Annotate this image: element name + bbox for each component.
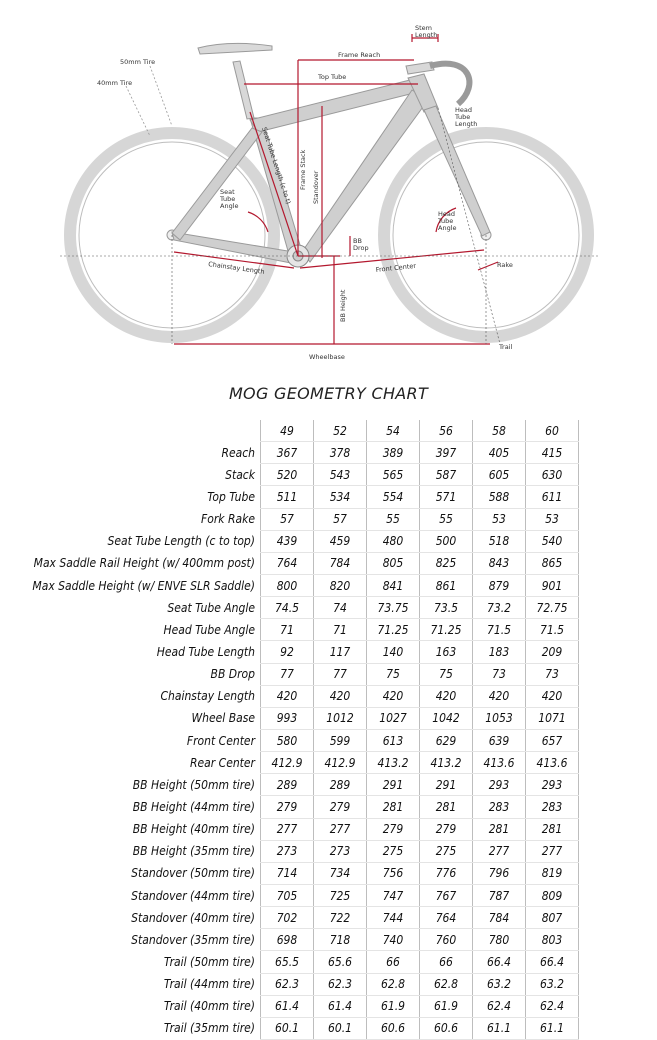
- table-cell: 61.9: [367, 995, 420, 1017]
- table-cell: 293: [473, 774, 526, 796]
- table-cell: 71.25: [367, 619, 420, 641]
- table-cell: 819: [526, 862, 579, 884]
- table-cell: 92: [261, 641, 314, 663]
- table-cell: 77: [314, 663, 367, 685]
- row-label: BB Height (50mm tire): [132, 777, 255, 792]
- table-row: [4, 707, 579, 729]
- row-label: Trail (35mm tire): [163, 1021, 255, 1036]
- table-cell: 413.6: [473, 752, 526, 774]
- table-cell: 787: [473, 884, 526, 906]
- table-cell: 66.4: [473, 951, 526, 973]
- table-cell: 420: [367, 685, 420, 707]
- table-cell: 273: [314, 840, 367, 862]
- row-label: Wheel Base: [191, 711, 255, 726]
- table-cell: 639: [473, 729, 526, 751]
- table-cell: 291: [367, 774, 420, 796]
- label-frame-stack: Frame Stack: [299, 149, 307, 190]
- table-cell: 281: [367, 796, 420, 818]
- table-row: [4, 685, 579, 707]
- table-cell: 55: [367, 508, 420, 530]
- table-cell: 767: [420, 884, 473, 906]
- table-cell: 281: [420, 796, 473, 818]
- table-cell: 415: [526, 442, 579, 464]
- table-cell: 1042: [420, 707, 473, 729]
- table-cell: 71: [314, 619, 367, 641]
- table-cell: 65.5: [261, 951, 314, 973]
- table-cell: 413.2: [367, 752, 420, 774]
- table-cell: 62.4: [473, 995, 526, 1017]
- table-cell: 605: [473, 464, 526, 486]
- size-header: 49: [261, 420, 314, 442]
- table-row: [4, 552, 579, 574]
- table-cell: 277: [473, 840, 526, 862]
- table-row: [4, 951, 579, 973]
- size-header: 60: [526, 420, 579, 442]
- table-cell: 571: [420, 486, 473, 508]
- table-cell: 629: [420, 729, 473, 751]
- table-cell: 599: [314, 729, 367, 751]
- label-bb-drop: BB Drop: [353, 237, 369, 252]
- table-cell: 60.1: [314, 1017, 367, 1039]
- geometry-table: [4, 420, 579, 1040]
- table-cell: 796: [473, 862, 526, 884]
- row-label: Trail (40mm tire): [163, 999, 255, 1014]
- table-cell: 293: [526, 774, 579, 796]
- row-label: Head Tube Angle: [163, 622, 255, 637]
- table-cell: 500: [420, 530, 473, 552]
- table-row: [4, 508, 579, 530]
- table-cell: 725: [314, 884, 367, 906]
- table-cell: 807: [526, 907, 579, 929]
- size-header: 54: [367, 420, 420, 442]
- row-label: Trail (50mm tire): [163, 954, 255, 969]
- table-cell: 117: [314, 641, 367, 663]
- table-cell: 412.9: [261, 752, 314, 774]
- table-cell: 74.5: [261, 597, 314, 619]
- row-label: Seat Tube Length (c to top): [107, 534, 255, 549]
- row-label: Fork Rake: [201, 512, 255, 527]
- table-cell: 588: [473, 486, 526, 508]
- table-cell: 57: [261, 508, 314, 530]
- table-cell: 420: [314, 685, 367, 707]
- table-cell: 722: [314, 907, 367, 929]
- table-cell: 611: [526, 486, 579, 508]
- table-cell: 901: [526, 574, 579, 596]
- table-cell: 805: [367, 552, 420, 574]
- row-label: Max Saddle Rail Height (w/ 400mm post): [33, 556, 255, 571]
- table-cell: 61.4: [261, 995, 314, 1017]
- table-cell: 62.8: [420, 973, 473, 995]
- table-cell: 800: [261, 574, 314, 596]
- table-cell: 809: [526, 884, 579, 906]
- table-cell: 459: [314, 530, 367, 552]
- table-cell: 275: [420, 840, 473, 862]
- size-header: 52: [314, 420, 367, 442]
- row-label: Standover (35mm tire): [131, 932, 255, 947]
- table-row: [4, 840, 579, 862]
- label-top-tube: Top Tube: [318, 73, 347, 81]
- table-cell: 60.6: [367, 1017, 420, 1039]
- table-cell: 764: [261, 552, 314, 574]
- table-cell: 480: [367, 530, 420, 552]
- table-cell: 744: [367, 907, 420, 929]
- table-cell: 714: [261, 862, 314, 884]
- table-cell: 565: [367, 464, 420, 486]
- table-cell: 66.4: [526, 951, 579, 973]
- table-cell: 63.2: [473, 973, 526, 995]
- chart-title: MOG GEOMETRY CHART: [228, 384, 429, 403]
- table-cell: 209: [526, 641, 579, 663]
- label-chainstay-length: Chainstay Length: [207, 260, 266, 276]
- label-frame-reach: Frame Reach: [338, 51, 381, 59]
- table-row: [4, 818, 579, 840]
- table-cell: 825: [420, 552, 473, 574]
- table-cell: 289: [314, 774, 367, 796]
- table-cell: 439: [261, 530, 314, 552]
- table-cell: 776: [420, 862, 473, 884]
- table-cell: 784: [473, 907, 526, 929]
- table-row: [4, 929, 579, 951]
- table-cell: 281: [526, 818, 579, 840]
- row-label: Standover (44mm tire): [131, 888, 255, 903]
- row-label: Reach: [221, 445, 255, 460]
- table-cell: 740: [367, 929, 420, 951]
- table-cell: 71: [261, 619, 314, 641]
- table-cell: 279: [261, 796, 314, 818]
- row-label: Head Tube Length: [156, 644, 255, 659]
- table-cell: 57: [314, 508, 367, 530]
- table-cell: 289: [261, 774, 314, 796]
- table-cell: 73: [473, 663, 526, 685]
- table-row: [4, 729, 579, 751]
- table-cell: 780: [473, 929, 526, 951]
- row-label: BB Drop: [210, 667, 255, 682]
- table-row: [4, 973, 579, 995]
- table-cell: 77: [261, 663, 314, 685]
- table-row: [4, 574, 579, 596]
- table-row: [4, 663, 579, 685]
- table-cell: 281: [473, 818, 526, 840]
- label-50mm-tire: 50mm Tire: [120, 58, 156, 66]
- table-cell: 61.1: [473, 1017, 526, 1039]
- table-cell: 66: [420, 951, 473, 973]
- table-cell: 420: [261, 685, 314, 707]
- table-cell: 747: [367, 884, 420, 906]
- table-cell: 378: [314, 442, 367, 464]
- label-front-center: Front Center: [375, 261, 417, 274]
- table-cell: 65.6: [314, 951, 367, 973]
- table-cell: 540: [526, 530, 579, 552]
- table-cell: 60.6: [420, 1017, 473, 1039]
- row-label: Seat Tube Angle: [167, 600, 255, 615]
- table-cell: 511: [261, 486, 314, 508]
- table-cell: 71.25: [420, 619, 473, 641]
- table-cell: 820: [314, 574, 367, 596]
- table-cell: 613: [367, 729, 420, 751]
- size-header: 58: [473, 420, 526, 442]
- table-cell: 60.1: [261, 1017, 314, 1039]
- table-cell: 71.5: [473, 619, 526, 641]
- table-row: [4, 442, 579, 464]
- table-cell: 520: [261, 464, 314, 486]
- table-cell: 163: [420, 641, 473, 663]
- table-cell: 279: [420, 818, 473, 840]
- row-label: BB Height (44mm tire): [132, 799, 255, 814]
- table-row: [4, 774, 579, 796]
- label-wheelbase: Wheelbase: [309, 353, 345, 361]
- table-cell: 291: [420, 774, 473, 796]
- label-head-tube-angle: Head Tube Angle: [438, 210, 457, 232]
- table-cell: 1027: [367, 707, 420, 729]
- table-cell: 412.9: [314, 752, 367, 774]
- table-cell: 61.9: [420, 995, 473, 1017]
- table-cell: 413.2: [420, 752, 473, 774]
- table-row: [4, 486, 579, 508]
- table-cell: 630: [526, 464, 579, 486]
- row-label: Standover (50mm tire): [131, 866, 255, 881]
- table-cell: 61.4: [314, 995, 367, 1017]
- table-cell: 277: [526, 840, 579, 862]
- size-header-spacer: [4, 420, 261, 442]
- table-cell: 718: [314, 929, 367, 951]
- table-cell: 843: [473, 552, 526, 574]
- table-cell: 784: [314, 552, 367, 574]
- table-row: [4, 464, 579, 486]
- table-cell: 73.75: [367, 597, 420, 619]
- table-cell: 756: [367, 862, 420, 884]
- label-rake: Rake: [497, 261, 513, 269]
- table-cell: 183: [473, 641, 526, 663]
- table-cell: 273: [261, 840, 314, 862]
- table-cell: 73: [526, 663, 579, 685]
- table-cell: 702: [261, 907, 314, 929]
- table-cell: 420: [420, 685, 473, 707]
- table-cell: 543: [314, 464, 367, 486]
- table-cell: 554: [367, 486, 420, 508]
- table-cell: 1053: [473, 707, 526, 729]
- row-label: Standover (40mm tire): [131, 910, 255, 925]
- table-cell: 275: [367, 840, 420, 862]
- row-label: Rear Center: [190, 755, 255, 770]
- row-label: Front Center: [186, 733, 255, 748]
- table-cell: 62.3: [314, 973, 367, 995]
- row-label: Trail (44mm tire): [163, 977, 255, 992]
- table-row: [4, 530, 579, 552]
- table-row: [4, 752, 579, 774]
- table-cell: 879: [473, 574, 526, 596]
- row-label: Top Tube: [207, 489, 255, 504]
- table-cell: 1012: [314, 707, 367, 729]
- table-cell: 389: [367, 442, 420, 464]
- table-cell: 534: [314, 486, 367, 508]
- table-cell: 367: [261, 442, 314, 464]
- table-cell: 803: [526, 929, 579, 951]
- row-label: Chainstay Length: [160, 689, 255, 704]
- table-cell: 993: [261, 707, 314, 729]
- table-cell: 277: [261, 818, 314, 840]
- table-row: [4, 995, 579, 1017]
- table-row: [4, 619, 579, 641]
- table-cell: 279: [367, 818, 420, 840]
- table-cell: 420: [473, 685, 526, 707]
- table-cell: 75: [420, 663, 473, 685]
- size-header: 56: [420, 420, 473, 442]
- table-cell: 277: [314, 818, 367, 840]
- table-cell: 1071: [526, 707, 579, 729]
- table-row: [4, 907, 579, 929]
- label-seat-tube-length: Seat Tube Length (c to t): [260, 126, 293, 206]
- table-cell: 283: [473, 796, 526, 818]
- table-cell: 72.75: [526, 597, 579, 619]
- table-cell: 75: [367, 663, 420, 685]
- table-cell: 518: [473, 530, 526, 552]
- table-cell: 73.5: [420, 597, 473, 619]
- table-cell: 62.3: [261, 973, 314, 995]
- row-label: Stack: [225, 467, 255, 482]
- table-cell: 279: [314, 796, 367, 818]
- diagram-labels: [97, 24, 513, 361]
- table-cell: 73.2: [473, 597, 526, 619]
- label-40mm-tire: 40mm Tire: [97, 79, 133, 87]
- table-cell: 698: [261, 929, 314, 951]
- label-head-tube-length: Head Tube Length: [455, 106, 478, 128]
- table-cell: 55: [420, 508, 473, 530]
- table-row: [4, 597, 579, 619]
- table-cell: 861: [420, 574, 473, 596]
- table-cell: 63.2: [526, 973, 579, 995]
- label-seat-tube-angle: Seat Tube Angle: [220, 188, 239, 210]
- table-row: [4, 884, 579, 906]
- label-standover: Standover: [312, 170, 320, 204]
- tire-lines: [126, 66, 172, 136]
- table-cell: 283: [526, 796, 579, 818]
- size-header-row: [4, 420, 579, 442]
- table-cell: 705: [261, 884, 314, 906]
- row-label: BB Height (40mm tire): [132, 822, 255, 837]
- table-cell: 760: [420, 929, 473, 951]
- table-cell: 53: [526, 508, 579, 530]
- table-cell: 66: [367, 951, 420, 973]
- table-cell: 61.1: [526, 1017, 579, 1039]
- table-cell: 764: [420, 907, 473, 929]
- table-cell: 865: [526, 552, 579, 574]
- geometry-table-body: [4, 442, 579, 1040]
- table-cell: 62.4: [526, 995, 579, 1017]
- table-cell: 53: [473, 508, 526, 530]
- table-cell: 580: [261, 729, 314, 751]
- table-cell: 841: [367, 574, 420, 596]
- table-row: [4, 641, 579, 663]
- table-cell: 62.8: [367, 973, 420, 995]
- label-stem-length: Stem Length: [415, 24, 438, 39]
- table-cell: 405: [473, 442, 526, 464]
- table-cell: 657: [526, 729, 579, 751]
- table-cell: 420: [526, 685, 579, 707]
- table-cell: 734: [314, 862, 367, 884]
- table-row: [4, 796, 579, 818]
- table-cell: 413.6: [526, 752, 579, 774]
- bike-geometry-diagram: [0, 0, 657, 370]
- table-cell: 71.5: [526, 619, 579, 641]
- table-row: [4, 1017, 579, 1039]
- row-label: Max Saddle Height (w/ ENVE SLR Saddle): [32, 578, 255, 593]
- table-cell: 587: [420, 464, 473, 486]
- row-label: BB Height (35mm tire): [132, 844, 255, 859]
- table-cell: 74: [314, 597, 367, 619]
- table-cell: 140: [367, 641, 420, 663]
- label-bb-height: BB Height: [339, 289, 347, 322]
- table-row: [4, 862, 579, 884]
- label-trail: Trail: [499, 343, 513, 351]
- table-cell: 397: [420, 442, 473, 464]
